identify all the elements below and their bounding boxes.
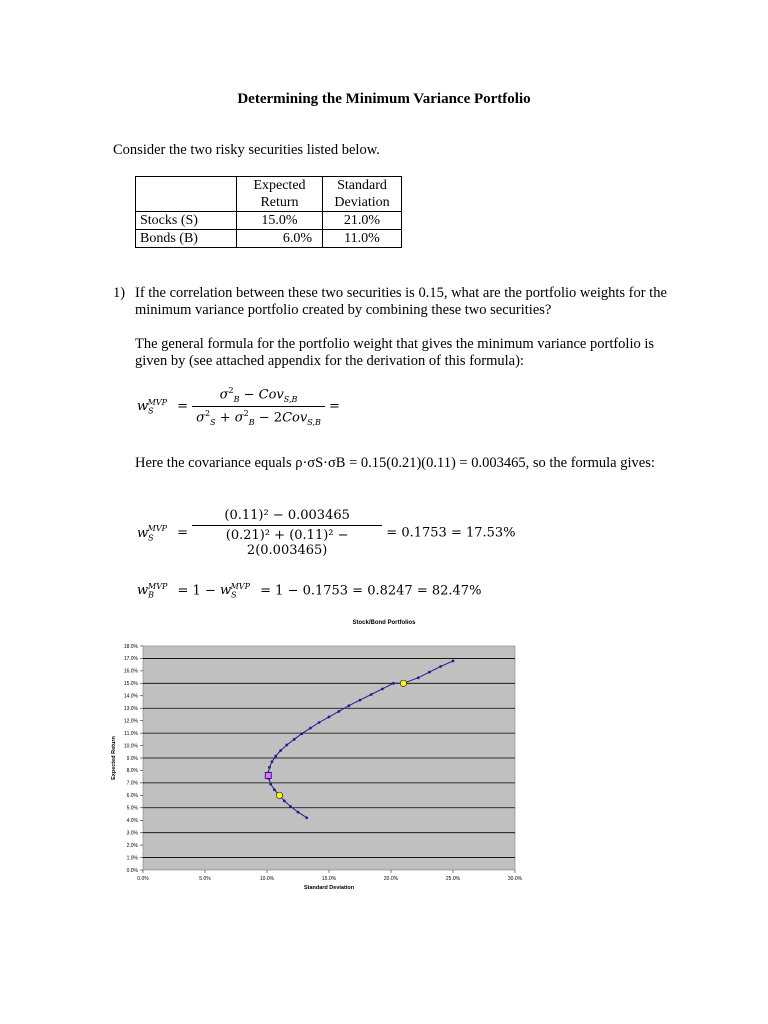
equation-denominator: (0.21)² + (0.11)² − 2(0.003465) <box>225 528 349 558</box>
x-tick-label: 15.0% <box>321 876 337 882</box>
intro-text: Consider the two risky securities listed below. <box>113 142 380 158</box>
table-cell: Stocks (S) <box>136 212 237 230</box>
frontier-point <box>309 727 312 730</box>
y-tick-label: 8.0% <box>126 768 138 775</box>
y-tick-label: 14.0% <box>123 693 138 700</box>
y-tick-label: 11.0% <box>124 730 138 737</box>
y-tick-label: 4.0% <box>126 818 138 825</box>
frontier-point <box>347 704 350 707</box>
frontier-point <box>428 671 431 674</box>
frontier-point <box>297 811 300 814</box>
y-tick-label: 18.0% <box>123 643 138 650</box>
frontier-point <box>318 721 321 724</box>
table-header-row <box>136 177 402 212</box>
chart-title: Stock/Bond Portfolios <box>352 620 416 626</box>
frontier-point <box>328 716 331 719</box>
y-tick-label: 15.0% <box>123 681 138 688</box>
frontier-point <box>452 660 455 663</box>
table-cell: 21.0% <box>323 212 402 230</box>
frontier-point <box>279 749 282 752</box>
table-header-cell: Standard Deviation <box>323 177 402 212</box>
x-tick-label: 20.0% <box>383 876 399 882</box>
y-tick-label: 2.0% <box>126 842 138 849</box>
table-row <box>136 230 402 248</box>
frontier-point <box>392 682 395 685</box>
x-tick-label: 25.0% <box>445 876 461 882</box>
frontier-point <box>273 788 276 791</box>
x-tick-label: 5.0% <box>199 876 211 882</box>
x-tick-label: 30.0% <box>507 876 523 882</box>
frontier-point <box>338 710 341 713</box>
numeric-formula: $w_S^{MVP}$ = $\frac{\text{(0.11)² − 0.003465}}{\text{(0.21)² + (0.11)² − 2(0.003465)}}$ = 0.1753 = 17.53% <box>137 508 516 558</box>
general-formula: $w_S^{MVP}$ = $\frac{\sigma^2_B - Cov_{S,B}}{\sigma^2_S + \sigma^2_B - 2Cov_{S,B}}$ = <box>137 386 340 427</box>
bond-weight-formula: $w_B^{MVP} = 1 - w_S^{MVP} = 1 - 0.1753 = 0.8247 = 82.47\%$ <box>137 582 482 600</box>
formula-intro: The general formula for the portfolio weight that gives the minimum variance portfolio is given by (see attached appendix for the derivation of this formula): <box>135 336 655 369</box>
y-tick-label: 0.0% <box>126 867 138 874</box>
frontier-point <box>305 816 308 819</box>
covariance-text: Here the covariance equals ρ·σS·σB = 0.15(0.21)(0.11) = 0.003465, so the formula gives: <box>135 455 655 471</box>
x-tick-label: 0.0% <box>137 876 149 882</box>
frontier-point <box>359 699 362 702</box>
y-tick-label: 6.0% <box>126 793 138 800</box>
frontier-point <box>300 732 303 735</box>
y-tick-label: 5.0% <box>126 805 138 812</box>
mvp-point <box>265 772 271 778</box>
security-point <box>400 680 406 686</box>
y-tick-label: 9.0% <box>126 755 138 762</box>
securities-table <box>135 176 402 248</box>
y-axis-label: Expected Return <box>111 736 117 780</box>
table-header-cell <box>136 177 237 212</box>
frontier-point <box>293 738 296 741</box>
frontier-point <box>417 676 420 679</box>
equation-numerator: (0.11)² − 0.003465 <box>192 508 382 526</box>
table-row <box>136 212 402 230</box>
frontier-point <box>283 800 286 803</box>
table-cell: 6.0% <box>237 230 323 248</box>
security-point <box>276 792 282 798</box>
bond-weight-result: = 1 − 0.1753 = 0.8247 = 82.47% <box>260 583 482 599</box>
frontier-point <box>268 766 271 769</box>
question-number: 1) <box>113 285 126 301</box>
equation-result: = 0.1753 = 17.53% <box>386 525 516 541</box>
y-tick-label: 7.0% <box>126 780 138 787</box>
table-cell: 11.0% <box>323 230 402 248</box>
portfolio-chart <box>100 630 540 900</box>
frontier-point <box>285 744 288 747</box>
table-cell: Bonds (B) <box>136 230 237 248</box>
frontier-point <box>370 693 373 696</box>
y-tick-label: 3.0% <box>126 830 138 837</box>
x-tick-label: 10.0% <box>259 876 275 882</box>
table-header-cell: Expected Return <box>237 177 323 212</box>
frontier-point <box>274 755 277 758</box>
frontier-point <box>381 688 384 691</box>
question-text: If the correlation between these two securities is 0.15, what are the portfolio weights for the minimum variance portfolio created by combining these two securities? <box>135 285 667 318</box>
frontier-point <box>439 665 442 668</box>
y-tick-label: 1.0% <box>126 855 138 862</box>
frontier-point <box>271 760 274 763</box>
y-tick-label: 12.0% <box>123 718 138 725</box>
y-tick-label: 16.0% <box>123 668 138 675</box>
y-tick-label: 10.0% <box>123 743 138 750</box>
frontier-point <box>269 783 272 786</box>
frontier-point <box>289 805 292 808</box>
y-tick-label: 13.0% <box>123 706 138 713</box>
y-tick-label: 17.0% <box>123 656 138 663</box>
table-cell: 15.0% <box>237 212 323 230</box>
x-axis-label: Standard Deviation <box>303 885 355 891</box>
page-title: Determining the Minimum Variance Portfolio <box>237 91 531 107</box>
